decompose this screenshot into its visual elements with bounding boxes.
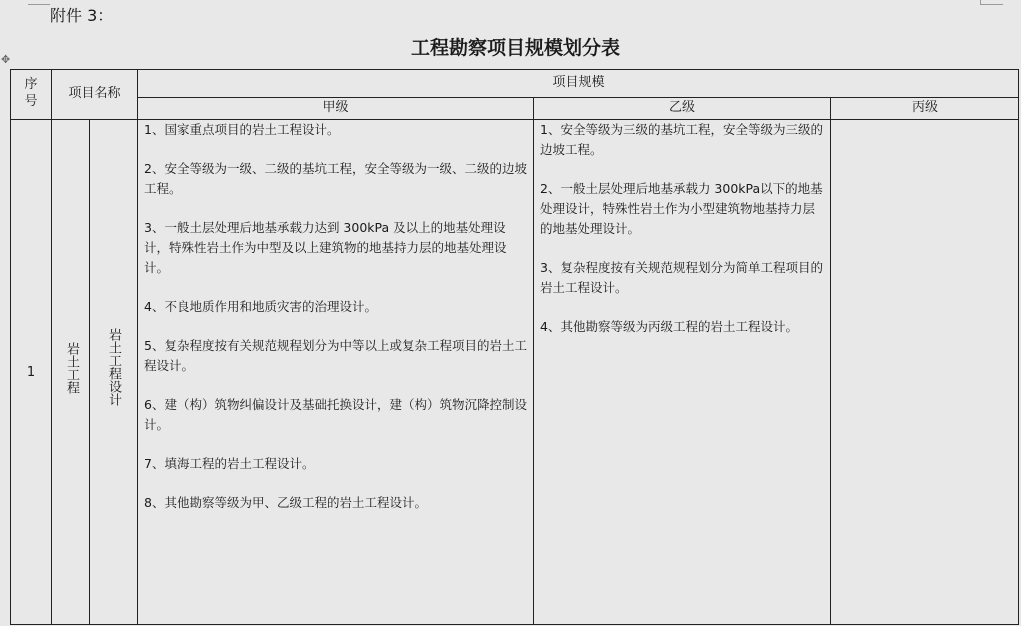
col-divider-serial <box>51 70 52 624</box>
header-project-scale: 项目规模 <box>552 75 605 90</box>
row-serial: 1 <box>26 365 36 380</box>
grade-a-item: 3、一般土层处理后地基承载力达到 300kPa 及以上的地基处理设计，特殊性岩土作为中型及以上建筑物的地基持力层的地基处理设计。 <box>144 220 507 275</box>
grade-b-item: 3、复杂程度按有关规范规程划分为简单工程项目的岩土工程设计。 <box>540 260 823 295</box>
grade-a-item: 1、国家重点项目的岩土工程设计。 <box>144 122 340 137</box>
col-divider-grade-a <box>533 97 534 624</box>
header-grade-b: 乙级 <box>668 100 695 115</box>
header-serial <box>11 76 51 110</box>
grade-a-item: 7、填海工程的岩土工程设计。 <box>144 456 315 471</box>
row-category: 岩土工程 <box>64 342 79 394</box>
col-divider-name <box>137 70 138 624</box>
row-divider-scale <box>137 97 1019 98</box>
page-corner-mark <box>28 0 50 5</box>
scale-table <box>10 69 1019 625</box>
attachment-label: 附件 3： <box>50 6 114 25</box>
table-move-handle-icon[interactable]: ✥ <box>1 53 11 66</box>
grade-a-item: 2、安全等级为一级、二级的基坑工程，安全等级为一级、二级的边坡工程。 <box>144 161 527 196</box>
grade-a-item: 6、建（构）筑物纠偏设计及基础托换设计，建（构）筑物沉降控制设计。 <box>144 397 527 432</box>
grade-b-item: 4、其他勘察等级为丙级工程的岩土工程设计。 <box>540 319 798 334</box>
grade-b-list <box>540 120 826 356</box>
grade-a-item: 8、其他勘察等级为甲、乙级工程的岩土工程设计。 <box>144 495 427 510</box>
header-grade-a: 甲级 <box>322 100 349 115</box>
page-title: 工程勘察项目规模划分表 <box>410 37 620 59</box>
header-project-name: 项目名称 <box>68 86 121 101</box>
header-serial-text: 序号 <box>24 77 38 109</box>
col-divider-category <box>89 119 90 624</box>
grade-a-item: 4、不良地质作用和地质灾害的治理设计。 <box>144 299 377 314</box>
page-corner-mark-right <box>980 0 1003 5</box>
grade-b-item: 2、一般土层处理后地基承载力 300kPa以下的地基处理设计，特殊性岩土作为小型建筑物地基持力层的地基处理设计。 <box>540 181 823 236</box>
grade-a-item: 5、复杂程度按有关规范规程划分为中等以上或复杂工程项目的岩土工程设计。 <box>144 338 527 373</box>
grade-c-cell <box>831 120 1019 625</box>
grade-a-list <box>144 120 529 532</box>
row-subcategory: 岩土工程设计 <box>106 328 121 406</box>
header-grade-c: 丙级 <box>911 100 938 115</box>
grade-b-item: 1、安全等级为三级的基坑工程，安全等级为三级的边坡工程。 <box>540 122 823 157</box>
